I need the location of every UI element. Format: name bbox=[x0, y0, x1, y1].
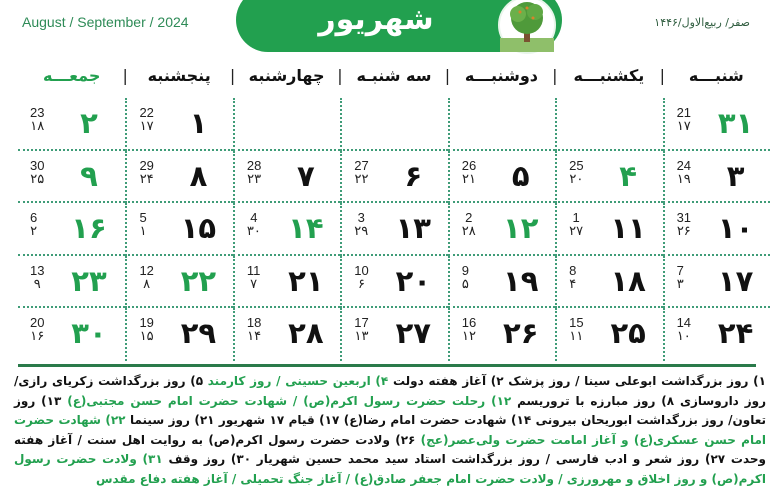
gregorian-date: 18 bbox=[246, 315, 262, 330]
day-cell[interactable] bbox=[663, 151, 770, 204]
gregorian-date: 19 bbox=[139, 315, 154, 330]
persian-date: ۲۹ bbox=[180, 316, 217, 350]
hijri-date: ۳ bbox=[676, 275, 684, 291]
gregorian-date: 29 bbox=[139, 157, 154, 173]
empty-cell bbox=[340, 98, 447, 151]
persian-date: ۱۱ bbox=[610, 211, 646, 245]
secondary-dates bbox=[30, 106, 44, 132]
gregorian-date: 16 bbox=[461, 315, 477, 330]
hijri-date: ۲۱ bbox=[461, 170, 476, 186]
day-cell[interactable] bbox=[340, 151, 447, 204]
gregorian-date: 30 bbox=[30, 157, 45, 173]
weekday-friday: جمعـــه bbox=[43, 66, 101, 85]
gregorian-date: 6 bbox=[30, 210, 38, 225]
hijri-date: ۱۷ bbox=[676, 118, 691, 133]
day-cell[interactable] bbox=[125, 308, 232, 361]
persian-date: ۲۱ bbox=[288, 263, 324, 298]
secondary-dates bbox=[462, 316, 476, 342]
secondary-dates bbox=[462, 159, 476, 185]
day-cell[interactable] bbox=[125, 256, 232, 309]
gregorian-date: 1 bbox=[572, 210, 580, 225]
persian-date: ۱۰ bbox=[717, 211, 754, 245]
secondary-dates bbox=[30, 211, 37, 237]
hijri-date: ۱۲ bbox=[461, 328, 476, 343]
persian-date-holiday: ۲۳ bbox=[71, 263, 107, 298]
hijri-date: ۵ bbox=[461, 275, 469, 291]
hijri-date: ۲۳ bbox=[247, 170, 262, 186]
note-segment-holiday: ۴) اربعین حسینی / روز کارمند bbox=[207, 374, 389, 388]
persian-date: ۱۹ bbox=[503, 263, 539, 298]
secondary-dates bbox=[247, 316, 261, 342]
note-segment: ۱۳) روز تعاون/ روز بزرگداشت ابوریحان بیرونی ۱۴) شهادت حضرت امام رضا(ع) ۱۷) قیام ۱۷ شهریور ۲۱) روز سینما bbox=[14, 393, 766, 427]
hijri-date: ۴ bbox=[569, 275, 577, 291]
divider bbox=[18, 364, 756, 367]
day-cell[interactable] bbox=[448, 308, 555, 361]
secondary-dates bbox=[354, 159, 368, 185]
secondary-dates bbox=[139, 264, 153, 290]
day-cell[interactable] bbox=[340, 256, 447, 309]
day-cell[interactable] bbox=[555, 203, 662, 256]
hijri-date: ۱۶ bbox=[30, 328, 45, 343]
persian-date: ۱۷ bbox=[717, 263, 754, 298]
weekday-thursday: پنجشنبه | bbox=[125, 62, 232, 90]
gregorian-date: 15 bbox=[569, 315, 584, 330]
secondary-dates bbox=[569, 316, 583, 342]
day-cell[interactable] bbox=[340, 203, 447, 256]
persian-date: ۲۰ bbox=[395, 263, 431, 298]
day-cell[interactable] bbox=[448, 256, 555, 309]
hijri-date: ۱۱ bbox=[569, 328, 584, 343]
tree-icon bbox=[498, 0, 556, 54]
calendar-grid bbox=[18, 98, 770, 361]
day-cell[interactable] bbox=[448, 151, 555, 204]
persian-date: ۲۷ bbox=[395, 316, 431, 350]
gregorian-date: 10 bbox=[354, 262, 369, 278]
hijri-date: ۱۳ bbox=[354, 328, 369, 343]
secondary-dates bbox=[139, 159, 153, 185]
day-cell[interactable] bbox=[125, 203, 232, 256]
day-cell[interactable] bbox=[555, 151, 662, 204]
occasions-notes bbox=[14, 372, 767, 486]
day-cell[interactable] bbox=[18, 98, 125, 151]
note-segment-holiday: ۲۲) شهادت حضرت امام حسن عسکری(ع) و آغاز امامت حضرت ولی‌عصر(عج) bbox=[14, 413, 766, 447]
persian-date: ۲۶ bbox=[503, 316, 539, 350]
secondary-dates bbox=[462, 211, 476, 237]
day-cell[interactable] bbox=[233, 203, 340, 256]
secondary-dates bbox=[139, 211, 146, 237]
secondary-dates bbox=[139, 316, 153, 342]
gregorian-date: 23 bbox=[30, 105, 45, 120]
hijri-date: ۱۵ bbox=[139, 328, 154, 343]
persian-date: ۱۵ bbox=[180, 211, 217, 245]
day-cell[interactable] bbox=[555, 256, 662, 309]
day-cell[interactable] bbox=[340, 308, 447, 361]
day-cell[interactable] bbox=[18, 256, 125, 309]
secondary-dates bbox=[677, 264, 684, 290]
persian-date: ۱۸ bbox=[610, 263, 646, 298]
gregorian-date: 11 bbox=[246, 262, 261, 278]
weekday-saturday: شنبـــه | bbox=[663, 62, 770, 90]
gregorian-date: 5 bbox=[139, 210, 147, 225]
hijri-date: ۷ bbox=[250, 275, 258, 291]
day-cell[interactable] bbox=[233, 308, 340, 361]
day-cell[interactable] bbox=[125, 98, 232, 151]
secondary-dates bbox=[677, 159, 691, 185]
gregorian-date: 17 bbox=[354, 315, 369, 330]
weekday-wednesday: چهارشنبه | bbox=[233, 62, 340, 90]
note-segment-holiday: ۱۲) رحلت حضرت رسول اکرم(ص) / شهادت حضرت امام حسن مجتبی(ع) bbox=[67, 393, 512, 408]
gregorian-month-label: August / September / 2024 bbox=[22, 14, 189, 30]
hijri-date: ۲۲ bbox=[354, 170, 369, 186]
secondary-dates bbox=[677, 316, 691, 342]
day-cell[interactable] bbox=[233, 151, 340, 204]
weekday-sunday: یکشنبـــه | bbox=[555, 62, 662, 90]
persian-date: ۲۸ bbox=[288, 316, 324, 350]
note-segment: ۵) روز بزرگداشت زکریای رازی/ روز داروسازی ۸) روز مبارزه با تروریسم bbox=[14, 374, 767, 408]
hijri-date: ۲۴ bbox=[139, 170, 154, 186]
persian-date-holiday: ۲۲ bbox=[180, 263, 217, 298]
weekday-tuesday: سه شنبـه | bbox=[340, 62, 447, 90]
hijri-date: ۱۰ bbox=[676, 328, 691, 343]
day-cell[interactable] bbox=[18, 151, 125, 204]
hijri-date: ۲۵ bbox=[30, 170, 45, 186]
persian-date: ۶ bbox=[404, 158, 423, 193]
secondary-dates bbox=[30, 159, 44, 185]
persian-date: ۱۳ bbox=[395, 211, 431, 245]
gregorian-date: 2 bbox=[465, 210, 473, 225]
day-cell[interactable] bbox=[663, 256, 770, 309]
persian-date-holiday: ۲ bbox=[80, 106, 98, 140]
gregorian-date: 7 bbox=[676, 262, 684, 278]
hijri-date: ۲۹ bbox=[354, 223, 369, 238]
persian-date-holiday: ۹ bbox=[80, 158, 98, 193]
hijri-date: ۱۷ bbox=[139, 118, 154, 133]
note-segment-holiday: ۳۱) ولادت حضرت رسول اکرم(ص) و روز اخلاق و مهرورزی / ولادت حضرت امام جعفر صادق(ع) / آغاز جنگ تحمیلی / آغاز هفته دفاع مقدس bbox=[14, 452, 766, 486]
secondary-dates bbox=[139, 106, 153, 132]
weekday-header bbox=[18, 62, 770, 90]
persian-date: ۸ bbox=[189, 158, 208, 193]
persian-date: ۷ bbox=[297, 158, 315, 193]
weekday-monday: دوشنبـــه | bbox=[448, 62, 555, 90]
gregorian-date: 13 bbox=[30, 262, 45, 278]
secondary-dates bbox=[354, 264, 368, 290]
gregorian-date: 8 bbox=[569, 262, 577, 278]
gregorian-date: 3 bbox=[357, 210, 365, 225]
month-banner bbox=[236, 0, 562, 52]
secondary-dates bbox=[30, 264, 44, 290]
secondary-dates bbox=[677, 106, 691, 132]
persian-date-holiday: ۳۰ bbox=[71, 316, 107, 350]
hijri-date: ۲۷ bbox=[569, 223, 584, 238]
gregorian-date: 24 bbox=[676, 157, 692, 173]
secondary-dates bbox=[247, 264, 261, 290]
persian-date-holiday: ۱۲ bbox=[503, 211, 539, 245]
secondary-dates bbox=[354, 211, 368, 237]
day-cell[interactable] bbox=[18, 203, 125, 256]
gregorian-date: 25 bbox=[569, 157, 584, 173]
hijri-date: ۱۹ bbox=[676, 170, 691, 186]
secondary-dates bbox=[569, 159, 583, 185]
gregorian-date: 28 bbox=[246, 157, 262, 173]
secondary-dates bbox=[354, 316, 368, 342]
secondary-dates bbox=[30, 316, 44, 342]
note-segment: ۲۶) ولادت حضرت رسول اکرم(ص) به روایت اهل سنت / آغاز هفته وحدت ۲۷) روز شعر و ادب فارسی / روز بزرگداشت استاد سید محمد حسین شهریار ۳۰) روز وقف bbox=[14, 432, 766, 466]
day-cell[interactable] bbox=[448, 203, 555, 256]
empty-cell bbox=[448, 98, 555, 151]
day-cell[interactable] bbox=[18, 308, 125, 361]
persian-date-holiday: ۳۱ bbox=[717, 106, 754, 140]
hijri-date: ۱۴ bbox=[247, 328, 262, 343]
hijri-date: ۱ bbox=[139, 223, 147, 238]
persian-date: ۱ bbox=[189, 106, 208, 140]
hijri-date: ۲ bbox=[30, 223, 38, 238]
hijri-date: ۲۰ bbox=[569, 170, 584, 186]
gregorian-date: 22 bbox=[139, 105, 154, 120]
note-segment: ۱) روز بزرگداشت ابوعلی سینا / روز پزشک ۲) آغاز هفته دولت bbox=[388, 374, 766, 388]
hijri-date: ۶ bbox=[358, 275, 366, 291]
persian-date: ۲۵ bbox=[610, 316, 646, 350]
gregorian-date: 9 bbox=[461, 262, 469, 278]
hijri-date: ۱۸ bbox=[30, 118, 45, 133]
gregorian-date: 26 bbox=[461, 157, 477, 173]
gregorian-date: 21 bbox=[676, 105, 692, 120]
day-cell[interactable] bbox=[663, 308, 770, 361]
gregorian-date: 4 bbox=[250, 210, 258, 225]
secondary-dates bbox=[247, 211, 261, 237]
persian-date: ۲۴ bbox=[717, 316, 754, 350]
day-cell[interactable] bbox=[555, 308, 662, 361]
hijri-date: ۲۶ bbox=[676, 223, 691, 238]
persian-date-holiday: ۱۶ bbox=[71, 211, 107, 245]
empty-cell bbox=[555, 98, 662, 151]
hijri-date: ۳۰ bbox=[246, 223, 261, 238]
day-cell[interactable] bbox=[663, 203, 770, 256]
secondary-dates bbox=[569, 264, 576, 290]
secondary-dates bbox=[462, 264, 469, 290]
persian-date-holiday: ۱۴ bbox=[288, 211, 324, 245]
gregorian-date: 20 bbox=[30, 315, 45, 330]
secondary-dates bbox=[677, 211, 691, 237]
empty-cell bbox=[233, 98, 340, 151]
hijri-month-label: صفر/ ربیع‌الاول/۱۴۴۶ bbox=[654, 16, 750, 29]
hijri-date: ۸ bbox=[143, 275, 151, 291]
persian-date: ۳ bbox=[726, 158, 745, 193]
gregorian-date: 27 bbox=[354, 157, 369, 173]
gregorian-date: 14 bbox=[676, 315, 692, 330]
day-cell[interactable] bbox=[233, 256, 340, 309]
gregorian-date: 31 bbox=[676, 210, 692, 225]
secondary-dates bbox=[569, 211, 583, 237]
persian-date: ۵ bbox=[511, 158, 530, 193]
hijri-date: ۲۸ bbox=[461, 223, 476, 238]
day-cell[interactable] bbox=[125, 151, 232, 204]
gregorian-date: 12 bbox=[139, 262, 154, 278]
day-cell[interactable] bbox=[663, 98, 770, 151]
persian-month-title: شهریور bbox=[318, 2, 434, 37]
persian-date-holiday: ۴ bbox=[619, 158, 637, 193]
hijri-date: ۹ bbox=[33, 275, 41, 291]
secondary-dates bbox=[247, 159, 261, 185]
